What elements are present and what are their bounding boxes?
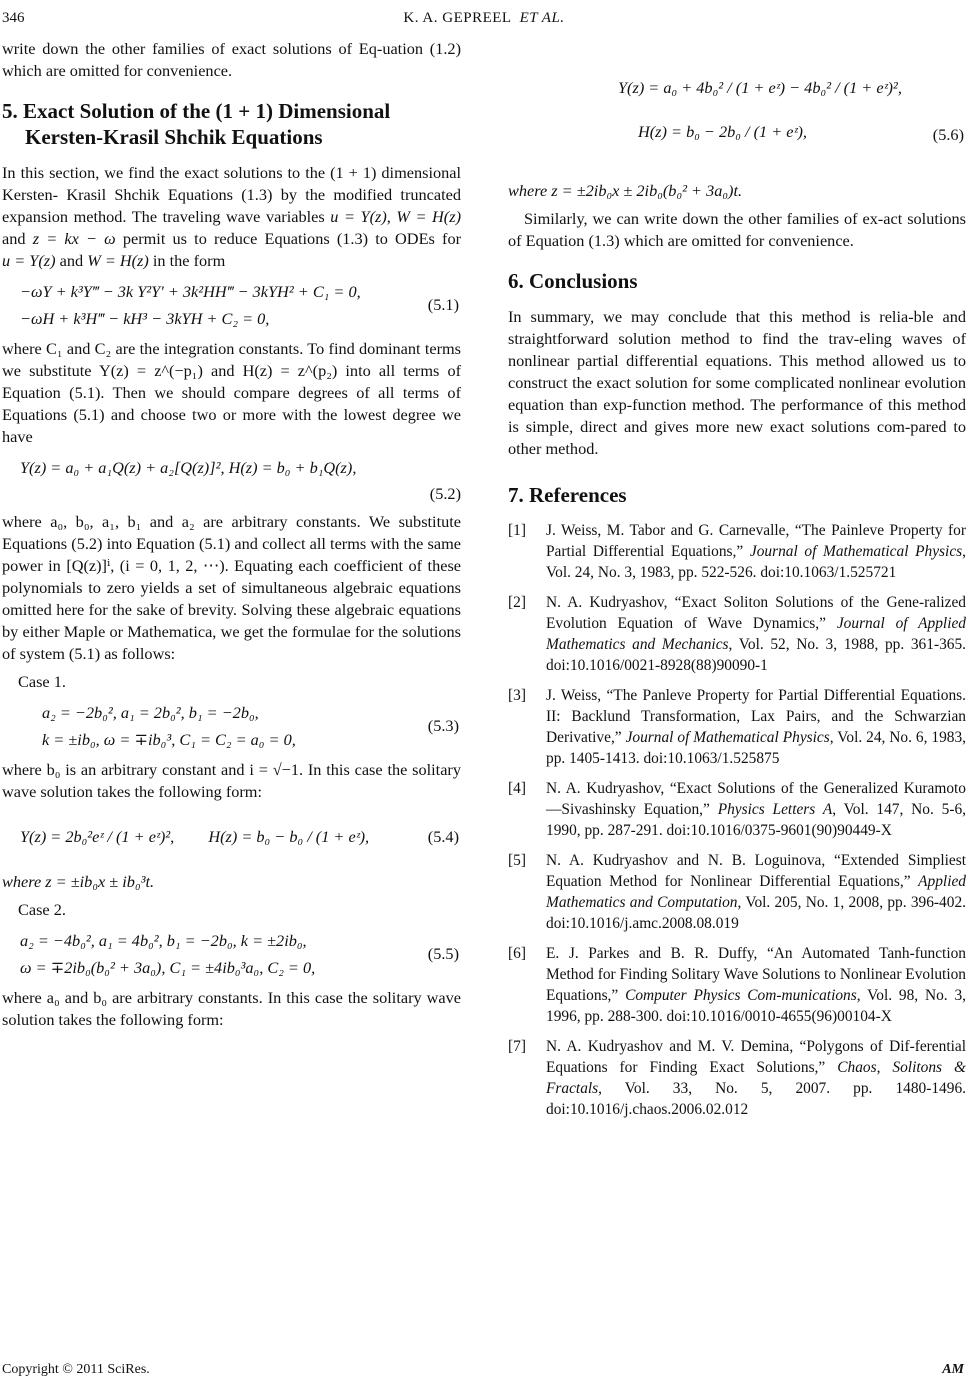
reference-number: [3] (508, 687, 526, 704)
eq56-Y: Y(z) = a₀ + 4b₀² / (1 + eᶻ) − 4b₀² / (1 + eᶻ)², (618, 78, 902, 97)
intro-paragraph: write down the other families of exact solutions of Eq-uation (1.2) which are omitted for convenience. (2, 39, 461, 80)
para1-and-2: and (59, 251, 84, 270)
reference-text: N. A. Kudryashov and N. B. Loguinova, “Extended Simpliest Equation Method for Nonlinear Differential Equations,” Applied Mathematics and Computation, Vol. 205, No. 1, 2008, pp. 396-402. doi:10.1016/j.amc.2008.08.019 (546, 852, 966, 932)
where-5-6: where z = ±2ib₀x ± 2ib₀(b₀² + 3a₀)t. (508, 181, 743, 200)
equation-5-5 (2, 927, 461, 981)
equation-5-6 (508, 44, 966, 174)
reference-item (508, 520, 966, 583)
eq52-number: (5.2) (429, 484, 461, 503)
para2-text-b: Y(z) = z^(−p₁) and H(z) = z^(p₂) into all terms of Equation (5.1). Then we should compare degrees of all terms of Equations (5.1) and choose two or more with the lowest degree we have (2, 361, 462, 446)
reference-text: J. Weiss, M. Tabor and G. Carnevalle, “The Painleve Property for Partial Differential Equations,” Journal of Mathematical Physics, Vol. 24, No. 3, 1983, pp. 522-526. doi:10.1063/1.525721 (546, 522, 966, 581)
para3-text: where a₀, b₀, a₁, b₁ and a₂ are arbitrary constants. We substitute Equations (5.2) into Equation (5.1) and collect all terms with the same power in (2, 512, 461, 575)
reference-journal: Physics Letters A (717, 801, 833, 818)
section-5-paragraph-1 (2, 162, 461, 272)
et-al: ET AL. (519, 10, 565, 26)
equation-5-2 (2, 454, 461, 505)
section-5-title-line2: Kersten-Krasil Shchik Equations (25, 125, 323, 149)
eq53-line2: k = ±ib₀, ω = ∓ib₀³, C₁ = C₂ = a₀ = 0, (42, 730, 296, 749)
eq53-number: (5.3) (427, 716, 459, 735)
para1-text-a: In this section, we find the exact solutions to the (1 + 1) dimensional Kersten- Krasil Shchik Equations (1.3) by the modified truncated expansion method. The traveling wave variables (2, 163, 461, 226)
reference-journal: Journal of Mathematical Physics (749, 543, 963, 560)
section-7-title: 7. References (508, 483, 627, 507)
W-eq-H: W = H(z) (87, 251, 149, 270)
section-5-paragraph-3 (2, 511, 461, 665)
reference-number: [5] (508, 852, 526, 869)
eq56-H: H(z) = b₀ − 2b₀ / (1 + eᶻ), (638, 122, 807, 141)
reference-journal: Chaos, Solitons & Fractals (546, 1059, 966, 1097)
similarly-paragraph: Similarly, we can write down the other families of ex-act solutions of Equation (1.3) which are omitted for convenience. (508, 209, 966, 250)
eq54-number: (5.4) (427, 827, 459, 846)
eq56-number: (5.6) (932, 125, 964, 144)
para3-text-b: [Q(z)]ⁱ, (i = 0, 1, 2, ⋯). Equating each coefficient of these polynomials to zero yields a set of simultaneous algebraic equations omitted here for the sake of brevity. Solving these algebraic equations by either Maple or Mathematica, we get the formulae for the solutions of system (5.1) as follows: (2, 556, 462, 663)
case-1-label: Case 1. (18, 672, 66, 691)
reference-item (508, 943, 966, 1027)
reference-text: E. J. Parkes and B. R. Duffy, “An Automated Tanh-function Method for Finding Solitary Wave Solutions to Nonlinear Evolution Equations,” Computer Physics Com-munications, Vol. 98, No. 3, 1996, pp. 288-300. doi:10.1016/0010-4655(96)00104-X (546, 945, 966, 1025)
author-names: K. A. GEPREEL (403, 10, 512, 26)
section-5-heading (2, 98, 461, 150)
reference-number: [7] (508, 1038, 526, 1055)
eq51-line1: −ωY + k³Y‴ − 3k Y²Y′ + 3k²HH‴ − 3kYH² + C₁ = 0, (20, 282, 361, 301)
section-6-title: 6. Conclusions (508, 269, 638, 293)
section-5-title-line1: 5. Exact Solution of the (1 + 1) Dimensional (2, 99, 391, 123)
reference-text: N. A. Kudryashov and M. V. Demina, “Polygons of Dif-ferential Equations for Finding Exact Solutions,” Chaos, Solitons & Fractals, Vol. 33, No. 5, 2007. pp. 1480-1496. doi:10.1016/j.chaos.2006.02.012 (546, 1038, 966, 1118)
reference-item (508, 850, 966, 934)
conclusions-paragraph: In summary, we may conclude that this method is relia-ble and straightforward solution method to find the trav-eling waves of nonlinear partial differential equations. This method allowed us to construct the exact solution for some complicated nonlinear evolution equation than exp-function method. The performance of this method is simple, direct and gives more new exact solutions com-pared to other method. (508, 307, 966, 458)
section-5-paragraph-2 (2, 338, 461, 448)
eq54-Y: Y(z) = 2b₀²eᶻ / (1 + eᶻ)², (20, 827, 175, 846)
eq54-H: H(z) = b₀ − b₀ / (1 + eᶻ), (208, 827, 370, 846)
eq51-line2: −ωH + k³H‴ − kH³ − 3kYH + C₂ = 0, (20, 309, 270, 328)
section-5-paragraph-6: where a₀ and b₀ are arbitrary constants. In this case the solitary wave solution takes the following form: (2, 988, 461, 1029)
eq55-number: (5.5) (427, 944, 459, 963)
reference-item (508, 1036, 966, 1120)
page-footer (0, 1362, 968, 1384)
para1-text-e: permit us to reduce Equations (1.3) to ODEs for (122, 229, 462, 248)
z-definition: z = kx − ω (32, 229, 116, 248)
eq51-number: (5.1) (427, 295, 459, 314)
section-5-paragraph-5: where z = ±ib₀x ± ib₀³t. (2, 872, 155, 891)
para2-text: where C₁ and C₂ are the integration constants. To find dominant terms we substitute (2, 339, 461, 380)
para1-and: and (2, 229, 26, 248)
copyright-notice: Copyright © 2011 SciRes. (2, 1362, 150, 1377)
eq52-line: Y(z) = a₀ + a₁Q(z) + a₂[Q(z)]², H(z) = b₀ + b₁Q(z), (20, 458, 357, 477)
reference-number: [1] (508, 522, 526, 539)
reference-number: [4] (508, 780, 526, 797)
eq55-line1: a₂ = −4b₀², a₁ = 4b₀², b₁ = −2b₀, k = ±2ib₀, (20, 931, 307, 950)
page-number: 346 (2, 10, 25, 26)
equation-5-1 (2, 278, 461, 332)
reference-text: N. A. Kudryashov, “Exact Solutions of the Generalized Kuramoto—Sivashinsky Equation,” Physics Letters A, Vol. 147, No. 5-6, 1990, pp. 287-291. doi:10.1016/0375-9601(90)90449-X (546, 780, 966, 839)
reference-journal: Applied Mathematics and Computation (546, 873, 966, 911)
eq53-line1: a₂ = −2b₀², a₁ = 2b₀², b₁ = −2b₀, (42, 703, 259, 722)
page-header (0, 10, 968, 32)
running-head (0, 10, 968, 27)
reference-item (508, 778, 966, 841)
reference-item (508, 685, 966, 769)
section-5-paragraph-4: where b₀ is an arbitrary constant and i = √−1. In this case the solitary wave solution takes the following form: (2, 760, 461, 801)
equation-5-3 (2, 699, 461, 753)
reference-journal: Journal of Applied Mathematics and Mechanics (546, 615, 966, 653)
reference-number: [6] (508, 945, 526, 962)
u-eq-Y: u = Y(z) (2, 251, 56, 270)
reference-item (508, 592, 966, 676)
reference-text: N. A. Kudryashov, “Exact Soliton Solutions of the Gene-ralized Evolution Equation of Wave Dynamics,” Journal of Applied Mathematics and Mechanics, Vol. 52, No. 3, 1988, pp. 361-365. doi:10.1016/0021-8928(88)90090-1 (546, 594, 967, 674)
reference-number: [2] (508, 594, 526, 611)
equation-5-4 (2, 809, 461, 865)
reference-journal: Computer Physics Com-munications (625, 987, 857, 1004)
left-column (2, 38, 461, 1037)
reference-journal: Journal of Mathematical Physics (625, 729, 830, 746)
right-column (508, 38, 966, 1129)
reference-text: J. Weiss, “The Panleve Property for Partial Differential Equations. II: Backlund Transformation, Lax Pairs, and the Schwarzian Derivative,” Journal of Mathematical Physics, Vol. 24, No. 6, 1983, pp. 1405-1413. doi:10.1063/1.525875 (546, 687, 967, 767)
traveling-wave-vars: u = Y(z), W = H(z) (330, 207, 461, 226)
para1-in-form: in the form (152, 251, 226, 270)
case-2-label: Case 2. (18, 900, 66, 919)
eq55-line2: ω = ∓2ib₀(b₀² + 3a₀), C₁ = ±4ib₀³a₀, C₂ = 0, (20, 958, 316, 977)
journal-abbrev: AM (942, 1362, 964, 1377)
reference-list (508, 520, 966, 1120)
